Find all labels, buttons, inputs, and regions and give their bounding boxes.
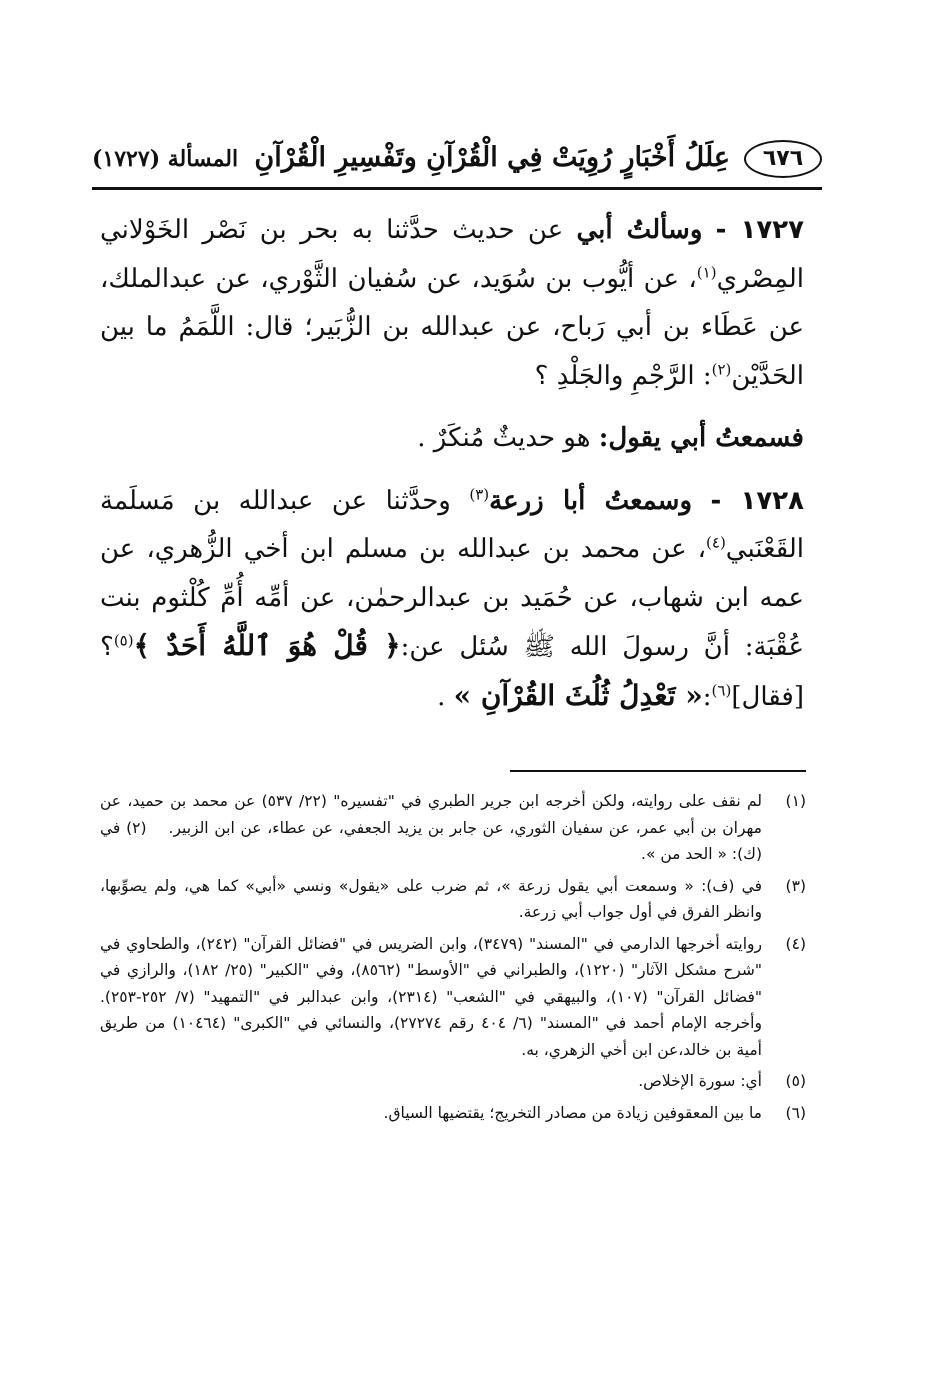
- text-run: : الرَّجْمِ والجَلْدِ ؟: [534, 360, 712, 391]
- text-run: ؟ [فقال]: [100, 632, 804, 712]
- lead-phrase: وسألتُ أبي: [576, 215, 703, 245]
- footnote-5: [100, 1068, 806, 1095]
- issue-label: المسألة (١٧٢٧): [92, 146, 239, 172]
- header-rule: [92, 187, 822, 190]
- footnote-text: ما بين المعقوفين زيادة من مصادر التخريج؛ يقتضيها السياق.: [383, 1103, 762, 1122]
- text-run: وحدَّثنا عن عبدالله بن مَسلَمة القَعْنَبي: [100, 485, 804, 564]
- footnote-label: (١): [785, 792, 806, 810]
- footnote-6: [100, 1100, 806, 1127]
- book-title: عِلَلُ أَخْبَارٍ رُوِيَتْ فِي الْقُرْآنِ وتَفْسِيرِ الْقُرْآنِ: [254, 142, 730, 173]
- footnote-marker: (٢): [711, 359, 732, 378]
- footnote-text: روايته أخرجها الدارمي في "المسند" (٣٤٧٩)، وابن الضريس في "فضائل القرآن" (٢٤٢)، والطحاوي في "شرح مشكل الآثار" (١٢٢٠)، والطبراني في "الأوسط" (٨٥٦٢)، وفي "الكبير" (٢٥/ ١٨٢)، والرازي في "فضائل القرآن" (١٠٧)، والبيهقي في "الشعب" (٢٣١٤)، وابن عبدالبر في "التمهيد" (٧/ ٢٥٢-٢٥٣). وأخرجه الإمام أحمد في "المسند" (٦/ ٤٠٤ رقم ٢٧٢٧٤)، والنسائي في "الكبرى" (١٠٤٦٤) من طريق أمية بن خالد،عن ابن أخي الزهري، به.: [100, 934, 763, 1059]
- footnote-marker: (١): [696, 262, 717, 281]
- hadith-quote: « تَعْدِلُ ثُلُثَ القُرْآنِ »: [453, 678, 703, 712]
- footnote-4: [100, 931, 806, 1064]
- footnotes: [100, 788, 806, 1131]
- quran-verse: ﴿ قُلْ هُوَ ٱللَّهُ أَحَدٌ ﴾: [133, 629, 401, 662]
- lead-phrase: فسمعتُ أبي يقول:: [598, 423, 804, 453]
- footnote-body: لم نقف على روايته، ولكن أخرجه ابن جرير الطبري في "تفسيره" (٢٢/ ٥٣٧) عن محمد بن حميد، عن مهران بن أبي عمر، عن سفيان الثوري، عن جابر بن يزيد الجعفي، عن عطاء، عن ابن الزبير.: [100, 792, 762, 837]
- footnote-text: في (ف): « وسمعت أبي يقول زرعة »، ثم ضرب على «يقول» ونسي «أبي» كما هي، ولم يصوِّبها، وانظر الفرق في أول جواب أبي زرعة.: [100, 876, 762, 921]
- text-run: هو حديثٌ مُنكَرٌ .: [417, 423, 591, 453]
- footnote-3: [100, 873, 806, 926]
- footnote-1: [100, 788, 806, 868]
- footnote-label: (٤): [785, 934, 806, 953]
- lead-phrase: وسمعتُ أبا زرعة: [489, 485, 693, 516]
- footnote-2-text: في (ك): « الحد من ».: [100, 818, 762, 863]
- text-run: .: [437, 681, 446, 712]
- footnote-label: (٣): [785, 876, 806, 895]
- footnote-marker: (٥): [113, 631, 134, 650]
- footnote-text: [100, 788, 762, 868]
- text-run: ، عن أيُّوب بن سُوَيد، عن سُفيان الثَّوْري، عن عبدالملك، عن عَطَاء بن أبي رَباح، عن عبدالله بن الزُّبَير؛ قال: اللَّمَمُ ما بين الحَدَّيْن: [100, 263, 804, 391]
- page-number: ٦٧٦: [744, 140, 822, 178]
- text-run: ، عن محمد بن عبدالله بن مسلم ابن أخي الزُّهري، عن عمه ابن شهاب، عن حُمَيد بن عبدالرحمٰن، عن أمِّه أُمِّ كُلْثوم بنت عُقْبَة: أنَّ رسولَ الله ﷺ سُئل عن:: [100, 534, 804, 662]
- footnote-label: (٦): [785, 1103, 806, 1122]
- main-text: [100, 206, 804, 721]
- footnote-label: (٥): [785, 1072, 806, 1090]
- footnote-2-label: (٢): [126, 818, 147, 837]
- running-header: [92, 138, 822, 182]
- answer-paragraph: [100, 414, 804, 463]
- footnote-separator: [510, 770, 806, 772]
- text-run: عن حديث حدَّثنا به بحر بن نَصْر الخَوْلاني المِصْري: [100, 215, 804, 294]
- issue-number: ١٧٢٨ -: [710, 485, 805, 516]
- issue-1728-paragraph: [100, 477, 804, 722]
- footnote-marker: (٤): [706, 533, 726, 552]
- footnote-marker: (٣): [469, 484, 490, 503]
- text-run: :: [702, 681, 712, 712]
- issue-number: ١٧٢٧ -: [715, 215, 805, 245]
- footnote-text: أي: سورة الإخلاص.: [638, 1072, 762, 1090]
- issue-1727-paragraph: [100, 206, 804, 400]
- footnote-marker: (٦): [711, 680, 732, 699]
